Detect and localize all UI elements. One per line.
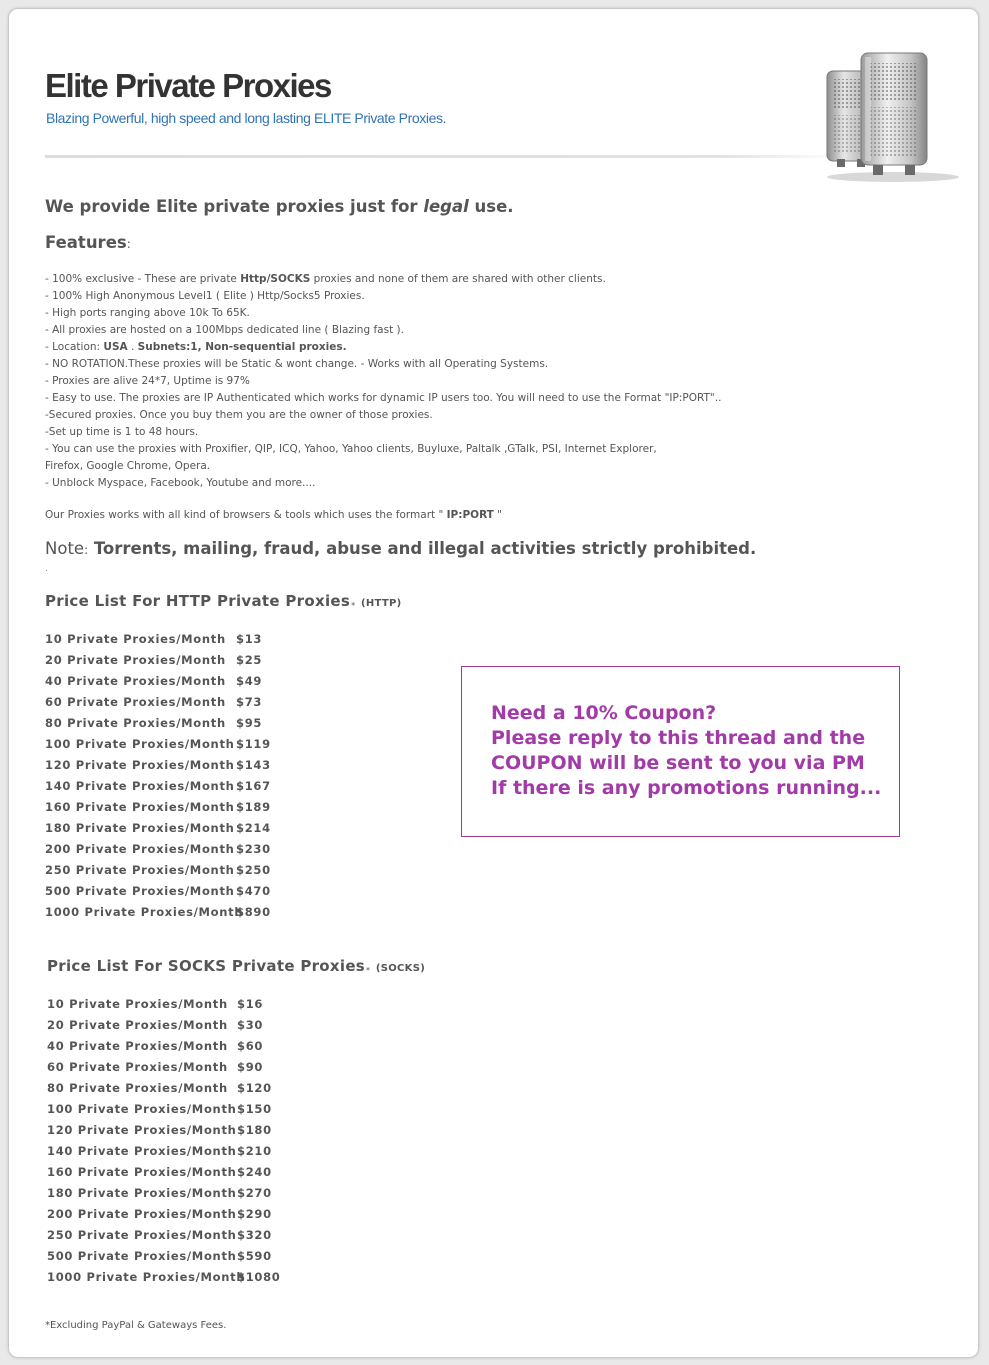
plan-price: $119 <box>236 737 271 751</box>
fees-footnote: *Excluding PayPal & Gateways Fees. <box>45 1320 227 1331</box>
plan-price: $470 <box>236 884 271 898</box>
price-row <box>45 797 305 818</box>
plan-name: 80 Private Proxies/Month <box>45 716 226 730</box>
plan-price: $189 <box>236 800 271 814</box>
price-row <box>47 1246 307 1267</box>
header-divider <box>45 155 845 158</box>
plan-name: 60 Private Proxies/Month <box>47 1060 228 1074</box>
feature-item: - Unblock Myspace, Facebook, Youtube and more.... <box>45 477 316 489</box>
plan-name: 80 Private Proxies/Month <box>47 1081 228 1095</box>
price-row <box>45 734 305 755</box>
price-row <box>45 713 305 734</box>
price-row <box>47 1057 307 1078</box>
plan-price: $143 <box>236 758 271 772</box>
price-row <box>45 776 305 797</box>
price-row <box>47 994 307 1015</box>
plan-price: $95 <box>236 716 263 730</box>
plan-price: $290 <box>237 1207 272 1221</box>
plan-price: $30 <box>237 1018 264 1032</box>
price-row <box>45 818 305 839</box>
plan-price: $120 <box>237 1081 272 1095</box>
plan-price: $16 <box>237 997 264 1011</box>
plan-name: 120 Private Proxies/Month <box>45 758 235 772</box>
plan-price: $49 <box>236 674 263 688</box>
price-row <box>47 1162 307 1183</box>
separator-dot: . <box>45 564 48 574</box>
plan-price: $270 <box>237 1186 272 1200</box>
http-price-table <box>45 629 305 923</box>
feature-item: - NO ROTATION.These proxies will be Static & wont change. - Works with all Operating Systems. <box>45 358 549 370</box>
plan-name: 1000 Private Proxies/Month <box>47 1270 246 1284</box>
plan-name: 120 Private Proxies/Month <box>47 1123 237 1137</box>
coupon-line: COUPON will be sent to you via PM <box>491 752 865 774</box>
plan-price: $590 <box>237 1249 272 1263</box>
coupon-line: Please reply to this thread and the <box>491 727 866 749</box>
plan-name: 160 Private Proxies/Month <box>47 1165 237 1179</box>
coupon-promo-box <box>461 666 900 837</box>
price-row <box>45 755 305 776</box>
plan-price: $150 <box>237 1102 272 1116</box>
price-row <box>47 1120 307 1141</box>
feature-item: Firefox, Google Chrome, Opera. <box>45 460 211 472</box>
plan-price: $13 <box>236 632 263 646</box>
plan-name: 20 Private Proxies/Month <box>45 653 226 667</box>
plan-name: 200 Private Proxies/Month <box>47 1207 237 1221</box>
plan-price: $60 <box>237 1039 264 1053</box>
plan-name: 180 Private Proxies/Month <box>45 821 235 835</box>
page-title: Elite Private Proxies <box>45 67 331 104</box>
plan-price: $180 <box>237 1123 272 1137</box>
price-row <box>47 1015 307 1036</box>
price-row <box>45 839 305 860</box>
feature-item: - You can use the proxies with Proxifier, QIP, ICQ, Yahoo, Yahoo clients, Buyluxe, Paltalk ,GTalk, PSI, Internet Explorer, <box>45 443 657 455</box>
feature-item: - All proxies are hosted on a 100Mbps dedicated line ( Blazing fast ). <box>45 324 404 336</box>
feature-item: - Location: USA . Subnets:1, Non-sequential proxies. <box>45 341 347 353</box>
plan-name: 60 Private Proxies/Month <box>45 695 226 709</box>
plan-price: $1080 <box>237 1270 281 1284</box>
plan-name: 180 Private Proxies/Month <box>47 1186 237 1200</box>
features-list <box>45 271 721 492</box>
price-row <box>45 629 305 650</box>
coupon-line: If there is any promotions running... <box>491 777 882 799</box>
plan-price: $214 <box>236 821 271 835</box>
usage-policy-note: Note: Torrents, mailing, fraud, abuse and illegal activities strictly prohibited. <box>45 539 757 558</box>
socks-price-table <box>47 994 307 1288</box>
plan-name: 100 Private Proxies/Month <box>47 1102 237 1116</box>
price-row <box>45 881 305 902</box>
price-row <box>45 650 305 671</box>
price-row <box>47 1141 307 1162</box>
plan-name: 250 Private Proxies/Month <box>45 863 235 877</box>
socks-price-heading: Price List For SOCKS Private Proxies* (SOCKS) <box>47 957 426 975</box>
price-row <box>47 1183 307 1204</box>
plan-name: 500 Private Proxies/Month <box>47 1249 237 1263</box>
plan-name: 1000 Private Proxies/Month <box>45 905 244 919</box>
plan-price: $25 <box>236 653 263 667</box>
feature-item: - High ports ranging above 10k To 65K. <box>45 307 250 319</box>
features-heading: Features: <box>45 233 131 252</box>
plan-price: $210 <box>237 1144 272 1158</box>
plan-name: 140 Private Proxies/Month <box>45 779 235 793</box>
feature-item: - Proxies are alive 24*7, Uptime is 97% <box>45 375 250 387</box>
price-row <box>47 1078 307 1099</box>
plan-price: $250 <box>236 863 271 877</box>
http-price-heading: Price List For HTTP Private Proxies* (HTTP) <box>45 592 402 610</box>
price-row <box>45 860 305 881</box>
feature-item: - Easy to use. The proxies are IP Authenticated which works for dynamic IP users too. You will need to use the Format "IP:PORT".. <box>45 392 722 404</box>
plan-name: 40 Private Proxies/Month <box>47 1039 228 1053</box>
plan-price: $73 <box>236 695 263 709</box>
content-card <box>8 8 979 1358</box>
plan-name: 20 Private Proxies/Month <box>47 1018 228 1032</box>
plan-name: 100 Private Proxies/Month <box>45 737 235 751</box>
plan-price: $320 <box>237 1228 272 1242</box>
plan-name: 250 Private Proxies/Month <box>47 1228 237 1242</box>
plan-name: 160 Private Proxies/Month <box>45 800 235 814</box>
feature-item: - 100% High Anonymous Level1 ( Elite ) Http/Socks5 Proxies. <box>45 290 365 302</box>
plan-price: $890 <box>236 905 271 919</box>
plan-price: $167 <box>236 779 271 793</box>
price-row <box>47 1036 307 1057</box>
server-tower-icon <box>821 49 961 184</box>
plan-name: 40 Private Proxies/Month <box>45 674 226 688</box>
plan-name: 10 Private Proxies/Month <box>47 997 228 1011</box>
coupon-line: Need a 10% Coupon? <box>491 702 717 724</box>
plan-price: $240 <box>237 1165 272 1179</box>
intro-statement: We provide Elite private proxies just for legal use. <box>45 197 514 216</box>
price-row <box>47 1267 307 1288</box>
plan-name: 10 Private Proxies/Month <box>45 632 226 646</box>
price-row <box>45 671 305 692</box>
feature-item: -Secured proxies. Once you buy them you are the owner of those proxies. <box>45 409 433 421</box>
price-row <box>47 1225 307 1246</box>
price-row <box>47 1204 307 1225</box>
coupon-promo-text <box>491 701 881 801</box>
price-row <box>47 1099 307 1120</box>
plan-price: $230 <box>236 842 271 856</box>
feature-item: - 100% exclusive - These are private Http/SOCKS proxies and none of them are shared with other clients. <box>45 273 606 285</box>
plan-name: 140 Private Proxies/Month <box>47 1144 237 1158</box>
plan-price: $90 <box>237 1060 264 1074</box>
feature-item: -Set up time is 1 to 48 hours. <box>45 426 199 438</box>
page-tagline: Blazing Powerful, high speed and long lasting ELITE Private Proxies. <box>46 110 447 126</box>
compatibility-note: Our Proxies works with all kind of browsers & tools which uses the formart " IP:PORT " <box>45 509 503 521</box>
plan-name: 500 Private Proxies/Month <box>45 884 235 898</box>
price-row <box>45 902 305 923</box>
plan-name: 200 Private Proxies/Month <box>45 842 235 856</box>
price-row <box>45 692 305 713</box>
